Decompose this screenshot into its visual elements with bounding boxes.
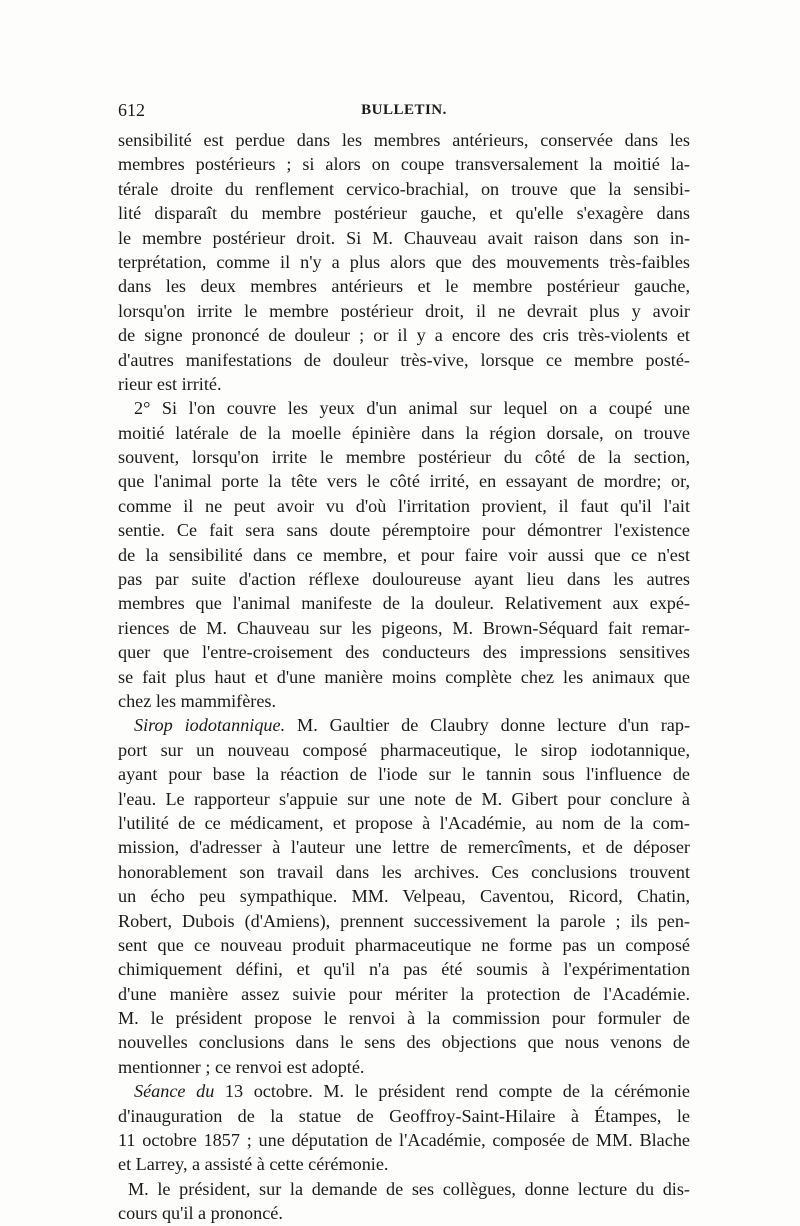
line-text: sent que ce nouveau produit pharmaceutique ne forme pas un composé [118, 934, 690, 955]
line-text: d'inauguration de la statue de Geoffroy-Saint-Hilaire à Étampes, le [118, 1105, 690, 1126]
line-text: M. Gaultier de Claubry donne lecture d'un rap- [285, 715, 691, 736]
text-line [118, 201, 690, 225]
line-text: térale droite du renflement cervico-brachial, on trouve que la sensibi- [118, 178, 690, 199]
text-line [118, 567, 690, 591]
line-text: ayant pour base la réaction de l'iode sur le tannin sous l'influence de [118, 764, 690, 785]
text-line [118, 323, 690, 347]
line-text: sensibilité est perdue dans les membres antérieurs, conservée dans les [118, 130, 690, 150]
line-text: sentie. Ce fait sera sans doute péremptoire pour démontrer l'existence [118, 520, 690, 541]
text-line [118, 909, 690, 933]
line-text: terprétation, comme il n'y a plus alors que des mouvements très-faibles [118, 251, 690, 272]
text-line [118, 933, 690, 957]
text-line [118, 494, 690, 518]
line-text: lité disparaît du membre postérieur gauche, et qu'elle s'exagère dans [118, 203, 690, 224]
text-line [118, 640, 690, 664]
line-text: pas par suite d'action réflexe douloureuse ayant lieu dans les autres [118, 569, 690, 590]
text-line [118, 591, 690, 615]
line-text: M. le président propose le renvoi à la commission pour formuler de [118, 1008, 690, 1029]
text-line [118, 543, 690, 567]
text-line [118, 1201, 690, 1225]
text-line [118, 274, 690, 298]
line-text: membres postérieurs ; si alors on coupe transversalement la moitié la- [118, 154, 690, 175]
text-line [118, 762, 690, 786]
text-line [118, 665, 690, 689]
page-header [118, 100, 690, 124]
text-line [118, 128, 690, 152]
line-text: membres que l'animal manifeste de la douleur. Relativement aux expé- [118, 593, 690, 614]
line-text: souvent, lorsqu'on irrite le membre postérieur du côté de la section, [118, 447, 690, 468]
line-text: port sur un nouveau composé pharmaceutique, le sirop iodotannique, [118, 739, 690, 760]
line-text: se fait plus haut et d'une manière moins complète chez les animaux que [118, 666, 690, 687]
line-text: riences de M. Chauveau sur les pigeons, M. Brown-Séquard fait remar- [118, 617, 690, 638]
line-text: mentionner ; ce renvoi est adopté. [118, 1056, 365, 1077]
text-line [118, 713, 690, 737]
line-text: un écho peu sympathique. MM. Velpeau, Caventou, Ricord, Chatin, [118, 886, 690, 907]
paragraph [118, 1177, 690, 1226]
text-line [118, 518, 690, 542]
text-line [118, 445, 690, 469]
text-line [118, 787, 690, 811]
text-line [118, 1079, 690, 1103]
text-line [118, 299, 690, 323]
text-line [118, 469, 690, 493]
line-text: 13 octobre. M. le président rend compte de la cérémonie [214, 1081, 691, 1102]
line-text: dans les deux membres antérieurs et le membre postérieur gauche, [118, 276, 690, 297]
paragraph [118, 128, 690, 396]
line-text: M. le président, sur la demande de ses collègues, donne lecture du dis- [128, 1178, 690, 1199]
text-line [118, 689, 690, 713]
line-text: de signe prononcé de douleur ; or il y a encore des cris très-violents et [118, 325, 690, 346]
text-line [118, 348, 690, 372]
line-text: honorablement son travail dans les archives. Ces conclusions trouvent [118, 861, 690, 882]
line-text: d'autres manifestations de douleur très-vive, lorsque ce membre posté- [118, 349, 690, 370]
text-line [118, 250, 690, 274]
text-line [118, 1177, 690, 1201]
text-line [118, 152, 690, 176]
text-line [118, 884, 690, 908]
line-text: comme il ne peut avoir vu d'où l'irritation provient, il faut qu'il l'ait [118, 495, 690, 516]
line-text: 11 octobre 1857 ; une députation de l'Académie, composée de MM. Blache [118, 1130, 690, 1151]
running-head: BULLETIN. [361, 102, 447, 118]
line-text: cours qu'il a prononcé. [118, 1203, 283, 1224]
line-text: l'eau. Le rapporteur s'appuie sur une note de M. Gibert pour conclure à [118, 788, 690, 809]
line-text: chez les mammifères. [118, 690, 277, 711]
line-text: d'une manière assez suivie pour mériter la protection de l'Académie. [118, 983, 690, 1004]
text-line [118, 1128, 690, 1152]
text-line [118, 177, 690, 201]
line-text: quer que l'entre-croisement des conducteurs des impressions sensitives [118, 642, 690, 663]
paragraph-lead: Séance du [134, 1081, 215, 1102]
line-text: l'utilité de ce médicament, et propose à l'Académie, au nom de la com- [118, 812, 690, 833]
line-text: lorsqu'on irrite le membre postérieur droit, il ne devrait plus y avoir [118, 300, 690, 321]
text-line [118, 616, 690, 640]
line-text: nouvelles conclusions dans le sens des objections que nous venons de [118, 1032, 690, 1053]
body-text [118, 128, 690, 1226]
text-line [118, 372, 690, 396]
text-line [118, 1030, 690, 1054]
text-line [118, 421, 690, 445]
paragraph-lead: Sirop iodotannique. [134, 715, 286, 736]
text-line [118, 1006, 690, 1030]
text-line [118, 226, 690, 250]
line-text: rieur est irrité. [118, 373, 222, 394]
paragraph [118, 396, 690, 713]
line-text: de la sensibilité dans ce membre, et pour faire voir aussi que ce n'est [118, 544, 690, 565]
line-text: chimiquement défini, et qu'il n'a pas été soumis à l'expérimentation [118, 959, 690, 980]
line-text: Robert, Dubois (d'Amiens), prennent successivement la parole ; ils pen- [118, 910, 690, 931]
line-text: mission, d'adresser à l'auteur une lettre de remercîments, et de déposer [118, 837, 690, 858]
text-line [118, 835, 690, 859]
page-number: 612 [118, 100, 145, 120]
text-line [118, 982, 690, 1006]
text-line [118, 957, 690, 981]
text-line [118, 738, 690, 762]
line-text: le membre postérieur droit. Si M. Chauveau avait raison dans son in- [118, 227, 690, 248]
text-line [118, 396, 690, 420]
paragraph [118, 713, 690, 1079]
text-line [118, 860, 690, 884]
line-text: que l'animal porte la tête vers le côté irrité, en essayant de mordre; or, [118, 471, 690, 492]
paragraph [118, 1079, 690, 1177]
line-text: 2° Si l'on couvre les yeux d'un animal sur lequel on a coupé une [134, 398, 690, 419]
text-line [118, 811, 690, 835]
text-line [118, 1055, 690, 1079]
line-text: moitié latérale de la moelle épinière dans la région dorsale, on trouve [118, 422, 690, 443]
text-line [118, 1104, 690, 1128]
text-line [118, 1152, 690, 1176]
line-text: et Larrey, a assisté à cette cérémonie. [118, 1154, 389, 1175]
